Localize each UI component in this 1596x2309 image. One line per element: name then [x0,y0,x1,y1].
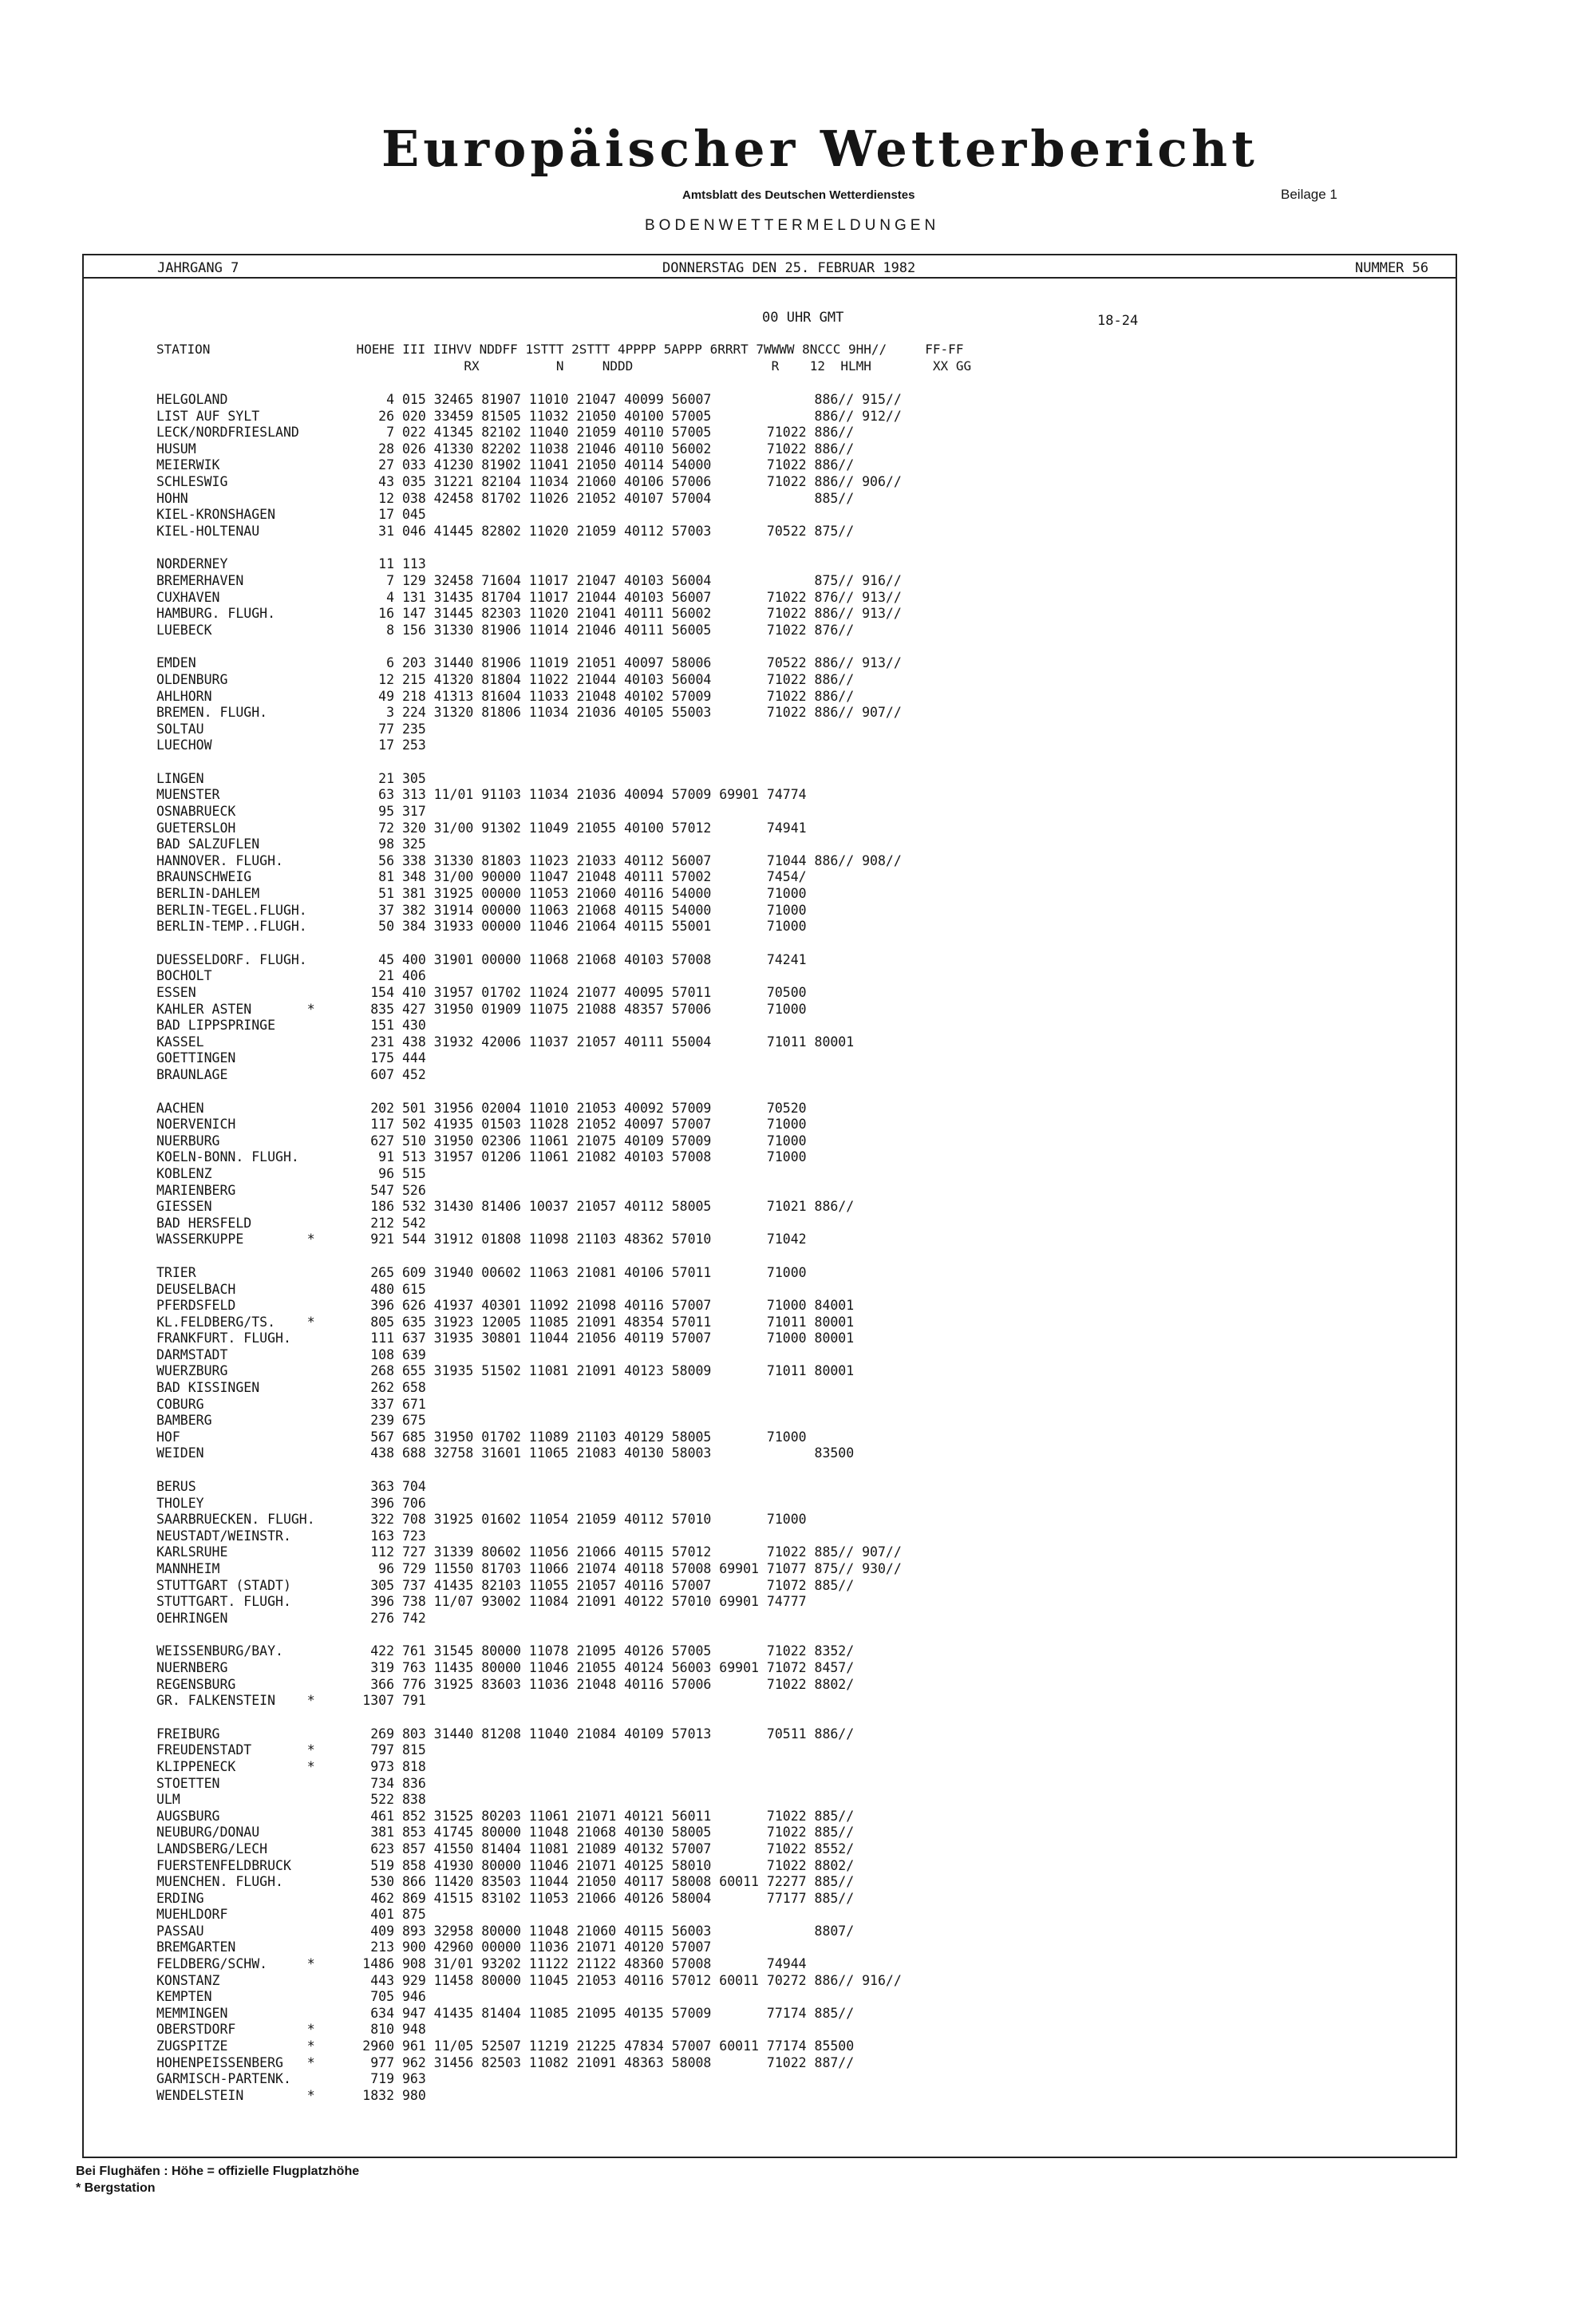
station-row: MUENCHEN. FLUGH. 530 866 11420 83503 11044 21050 40117 58008 60011 72277 885// [156,1874,855,1890]
group-spacer [156,1084,902,1101]
station-row: WENDELSTEIN * 1832 980 [156,2087,426,2103]
station-row: OBERSTDORF * 810 948 [156,2022,426,2038]
station-row: BERLIN-TEMP..FLUGH. 50 384 31933 00000 11046 21064 40115 55001 71000 [156,919,807,935]
station-row: KONSTANZ 443 929 11458 80000 11045 21053 40116 57012 60011 70272 886// 916// [156,1972,902,1988]
station-row: STUTTGART. FLUGH. 396 738 11/07 93002 11084 21091 40122 57010 69901 74777 [156,1594,807,1610]
station-row: OLDENBURG 12 215 41320 81804 11022 21044 40103 56004 71022 886// [156,671,855,687]
station-row: STUTTGART (STADT) 305 737 41435 82103 11055 21057 40116 57007 71072 885// [156,1577,855,1593]
station-row: NEUBURG/DONAU 381 853 41745 80000 11048 21068 40130 58005 71022 885// [156,1825,855,1840]
station-row: BERLIN-TEGEL.FLUGH. 37 382 31914 00000 11063 21068 40115 54000 71000 [156,902,807,918]
document-subtitle: Amtsblatt des Deutschen Wetterdienstes [682,188,915,202]
station-row: FELDBERG/SCHW. * 1486 908 31/01 93202 11122 21122 48360 57008 74944 [156,1956,807,1972]
station-row: GR. FALKENSTEIN * 1307 791 [156,1693,426,1709]
section-title: BODENWETTERMELDUNGEN [645,217,940,234]
issue-number: NUMMER 56 [1355,260,1429,276]
station-row: KOELN-BONN. FLUGH. 91 513 31957 01206 11061 21082 40103 57008 71000 [156,1149,807,1165]
station-row: GUETERSLOH 72 320 31/00 91302 11049 21055 40100 57012 74941 [156,820,807,836]
station-row: FUERSTENFELDBRUCK 519 858 41930 80000 11046 21071 40125 58010 71022 8802/ [156,1857,855,1873]
station-row: PASSAU 409 893 32958 80000 11048 21060 40115 56003 8807/ [156,1923,855,1939]
station-row: MARIENBERG 547 526 [156,1182,426,1198]
station-row: HOF 567 685 31950 01702 11089 21103 40129 58005 71000 [156,1429,807,1445]
station-row: STOETTEN 734 836 [156,1775,426,1791]
station-row: SCHLESWIG 43 035 31221 82104 11034 21060 40106 57006 71022 886// 906// [156,473,902,489]
station-row: PFERDSFELD 396 626 41937 40301 11092 21098 40116 57007 71000 84001 [156,1298,855,1314]
station-row: BAD KISSINGEN 262 658 [156,1380,426,1396]
document-title: Europäischer Wetterbericht [381,120,1258,178]
station-row: BAD SALZUFLEN 98 325 [156,836,426,852]
station-row: KIEL-HOLTENAU 31 046 41445 82802 11020 21059 40112 57003 70522 875// [156,523,855,539]
station-row: GOETTINGEN 175 444 [156,1050,426,1066]
station-row: REGENSBURG 366 776 31925 83603 11036 21048 40116 57006 71022 8802/ [156,1676,855,1692]
station-row: DARMSTADT 108 639 [156,1346,426,1362]
station-row: WUERZBURG 268 655 31935 51502 11081 21091 40123 58009 71011 80001 [156,1363,855,1379]
group-spacer [156,639,902,655]
group-spacer [156,754,902,771]
station-row: KARLSRUHE 112 727 31339 80602 11056 21066 40115 57012 71022 885// 907// [156,1544,902,1560]
station-row: ERDING 462 869 41515 83102 11053 21066 40126 58004 77177 885// [156,1890,855,1906]
station-row: WASSERKUPPE * 921 544 31912 01808 11098 21103 48362 57010 71042 [156,1232,807,1247]
column-headers-line2: RX N NDDD R 12 HLMH XX GG [156,358,972,374]
station-row: BAMBERG 239 675 [156,1413,426,1429]
station-row: KAHLER ASTEN * 835 427 31950 01909 11075 21088 48357 57006 71000 [156,1001,807,1017]
station-row: LINGEN 21 305 [156,770,426,786]
footnote-mountain-station: * Bergstation [76,2181,156,2195]
station-row: TRIER 265 609 31940 00602 11063 21081 40106 57011 71000 [156,1264,807,1280]
station-row: LIST AUF SYLT 26 020 33459 81505 11032 21050 40100 57005 886// 912// [156,408,902,424]
station-row: BERUS 363 704 [156,1479,426,1495]
station-row: BREMEN. FLUGH. 3 224 31320 81806 11034 21036 40105 55003 71022 886// 907// [156,705,902,721]
station-row: DUESSELDORF. FLUGH. 45 400 31901 00000 11068 21068 40103 57008 74241 [156,951,807,967]
station-row: KOBLENZ 96 515 [156,1165,426,1181]
station-row: KLIPPENECK * 973 818 [156,1758,426,1774]
station-row: HUSUM 28 026 41330 82202 11038 21046 40110 56002 71022 886// [156,441,855,457]
station-row: NOERVENICH 117 502 41935 01503 11028 21052 40097 57007 71000 [156,1117,807,1133]
footnote-airports: Bei Flughäfen : Höhe = offizielle Flugplatzhöhe [76,2165,360,2178]
issue-date: DONNERSTAG DEN 25. FEBRUAR 1982 [662,260,916,276]
station-row: BAD HERSFELD 212 542 [156,1215,426,1231]
station-row: EMDEN 6 203 31440 81906 11019 21051 40097 58006 70522 886// 913// [156,655,902,671]
station-row: THOLEY 396 706 [156,1495,426,1511]
station-row: FREIBURG 269 803 31440 81208 11040 21084 40109 57013 70511 886// [156,1726,855,1742]
station-row: COBURG 337 671 [156,1396,426,1412]
station-row: HAMBURG. FLUGH. 16 147 31445 82303 11020 21041 40111 56002 71022 886// 913// [156,606,902,622]
station-row: NUERBURG 627 510 31950 02306 11061 21075 40109 57009 71000 [156,1133,807,1149]
observation-time-range: 18-24 [1097,313,1139,329]
station-row: MEIERWIK 27 033 41230 81902 11041 21050 40114 54000 71022 886// [156,457,855,473]
station-row: FRANKFURT. FLUGH. 111 637 31935 30801 11044 21056 40119 57007 71000 80001 [156,1330,855,1346]
station-row: MANNHEIM 96 729 11550 81703 11066 21074 40118 57008 69901 71077 875// 930// [156,1561,902,1576]
station-row: AHLHORN 49 218 41313 81604 11033 21048 40102 57009 71022 886// [156,688,855,704]
station-row: BRAUNLAGE 607 452 [156,1066,426,1082]
station-row: LANDSBERG/LECH 623 857 41550 81404 11081 21089 40132 57007 71022 8552/ [156,1840,855,1856]
station-row: DEUSELBACH 480 615 [156,1281,426,1297]
station-row: HOHN 12 038 42458 81702 11026 21052 40107 57004 885// [156,490,855,506]
station-row: MUENSTER 63 313 11/01 91103 11034 21036 40094 57009 69901 74774 [156,787,807,803]
station-row: KIEL-KRONSHAGEN 17 045 [156,507,426,523]
group-spacer [156,1248,902,1265]
station-table [156,392,902,2104]
station-row: OEHRINGEN 276 742 [156,1610,426,1626]
station-row: MUEHLDORF 401 875 [156,1907,426,1923]
station-row: FREUDENSTADT * 797 815 [156,1742,426,1758]
volume-label: JAHRGANG 7 [157,260,239,276]
header-rule [82,277,1457,279]
station-row: MEMMINGEN 634 947 41435 81404 11085 21095 40135 57009 77174 885// [156,2005,855,2021]
station-row: KL.FELDBERG/TS. * 805 635 31923 12005 11085 21091 48354 57011 71011 80001 [156,1314,855,1330]
group-spacer [156,1462,902,1479]
station-row: SOLTAU 77 235 [156,721,426,737]
station-row: BREMERHAVEN 7 129 32458 71604 11017 21047 40103 56004 875// 916// [156,572,902,588]
station-row: HELGOLAND 4 015 32465 81907 11010 21047 40099 56007 886// 915// [156,392,902,407]
station-row: LECK/NORDFRIESLAND 7 022 41345 82102 11040 21059 40110 57005 71022 886// [156,425,855,441]
station-row: ZUGSPITZE * 2960 961 11/05 52507 11219 21225 47834 57007 60011 77174 85500 [156,2038,855,2054]
station-row: WEIDEN 438 688 32758 31601 11065 21083 40130 58003 83500 [156,1445,855,1461]
station-row: BREMGARTEN 213 900 42960 00000 11036 21071 40120 57007 [156,1939,712,1955]
group-spacer [156,1710,902,1726]
station-row: NORDERNEY 11 113 [156,556,426,572]
station-row: KEMPTEN 705 946 [156,1989,426,2005]
station-row: NEUSTADT/WEINSTR. 163 723 [156,1528,426,1544]
station-row: BAD LIPPSPRINGE 151 430 [156,1018,426,1034]
station-row: BOCHOLT 21 406 [156,968,426,984]
column-headers-line1: STATION HOEHE III IIHVV NDDFF 1STTT 2STTT 4PPPP 5APPP 6RRRT 7WWWW 8NCCC 9HH// FF-FF [156,342,964,357]
station-row: HANNOVER. FLUGH. 56 338 31330 81803 11023 21033 40112 56007 71044 886// 908// [156,852,902,868]
station-row: ESSEN 154 410 31957 01702 11024 21077 40095 57011 70500 [156,985,807,1000]
station-row: KASSEL 231 438 31932 42006 11037 21057 40111 55004 71011 80001 [156,1034,855,1050]
station-row: BRAUNSCHWEIG 81 348 31/00 90000 11047 21048 40111 57002 7454/ [156,869,807,885]
station-row: LUECHOW 17 253 [156,737,426,753]
supplement-label: Beilage 1 [1281,187,1337,202]
group-spacer [156,1627,902,1643]
station-row: OSNABRUECK 95 317 [156,804,426,820]
station-row: ULM 522 838 [156,1792,426,1808]
station-row: WEISSENBURG/BAY. 422 761 31545 80000 11078 21095 40126 57005 71022 8352/ [156,1643,855,1659]
observation-time: 00 UHR GMT [762,310,844,326]
station-row: BERLIN-DAHLEM 51 381 31925 00000 11053 21060 40116 54000 71000 [156,886,807,902]
station-row: HOHENPEISSENBERG * 977 962 31456 82503 11082 21091 48363 58008 71022 887// [156,2054,855,2070]
station-row: GIESSEN 186 532 31430 81406 10037 21057 40112 58005 71021 886// [156,1199,855,1215]
group-spacer [156,540,902,556]
station-row: AACHEN 202 501 31956 02004 11010 21053 40092 57009 70520 [156,1100,807,1116]
group-spacer [156,935,902,952]
station-row: CUXHAVEN 4 131 31435 81704 11017 21044 40103 56007 71022 876// 913// [156,589,902,605]
station-row: GARMISCH-PARTENK. 719 963 [156,2071,426,2087]
station-row: LUEBECK 8 156 31330 81906 11014 21046 40111 56005 71022 876// [156,622,855,638]
station-row: SAARBRUECKEN. FLUGH. 322 708 31925 01602 11054 21059 40112 57010 71000 [156,1512,807,1528]
station-row: NUERNBERG 319 763 11435 80000 11046 21055 40124 56003 69901 71072 8457/ [156,1659,855,1675]
station-row: AUGSBURG 461 852 31525 80203 11061 21071 40121 56011 71022 885// [156,1808,855,1824]
